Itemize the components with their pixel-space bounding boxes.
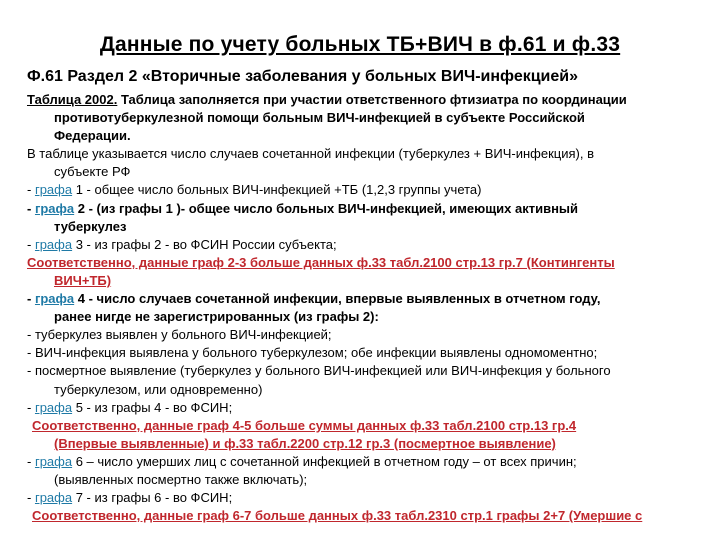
table-intro-text: Таблица заполняется при участии ответственного фтизиатра по координации	[117, 92, 627, 107]
table-number: Таблица 2002.	[27, 92, 118, 107]
graph-2-cont: туберкулез	[54, 218, 127, 234]
graph-4-link[interactable]: графа	[34, 291, 75, 307]
bullet-dash: -	[27, 399, 35, 415]
graph-6-cont: (выявленных посмертно также включать);	[54, 471, 308, 487]
graph-4-text: 4 - число случаев сочетанной инфекции, впервые выявленных в отчетном году,	[74, 291, 601, 307]
detection-item: - посмертное выявление (туберкулез у больного ВИЧ-инфекцией или ВИЧ-инфекция у больного	[27, 363, 611, 379]
correspondence-note-1: Соответственно, данные граф 2-3 больше данных ф.33 табл.2100 стр.13 гр.7 (Контингенты	[27, 254, 615, 270]
table-intro-line	[27, 91, 717, 109]
graph-1-text: 1 - общее число больных ВИЧ-инфекцией +ТБ (1,2,3 группы учета)	[72, 182, 482, 198]
graph-1-link[interactable]: графа	[34, 182, 73, 198]
graph-7-line	[27, 489, 717, 507]
page-title: Данные по учету больных ТБ+ВИЧ в ф.61 и ф.33	[99, 33, 621, 56]
paragraph-line: В таблице указывается число случаев сочетанной инфекции (туберкулез + ВИЧ-инфекция), в	[27, 146, 594, 162]
graph-3-link[interactable]: графа	[34, 236, 73, 252]
graph-2-text: 2 - (из графы 1 )- общее число больных ВИЧ-инфекцией, имеющих активный	[74, 200, 579, 216]
bullet-dash: -	[27, 236, 35, 252]
detection-item: - туберкулез выявлен у больного ВИЧ-инфекцией;	[27, 327, 332, 343]
graph-6-text: 6 – число умерших лиц с сочетанной инфекцией в отчетном году – от всех причин;	[72, 453, 577, 469]
graph-5-link[interactable]: графа	[34, 399, 73, 415]
graph-5-text: 5 - из графы 4 - во ФСИН;	[72, 399, 233, 415]
document-body	[27, 91, 717, 525]
table-intro-cont: противотуберкулезной помощи больным ВИЧ-инфекцией в субъекте Российской	[54, 110, 585, 126]
graph-4-cont: ранее нигде не зарегистрированных (из графы 2):	[54, 309, 379, 325]
graph-2-link[interactable]: графа	[34, 200, 75, 216]
correspondence-note-2-cont: (Впервые выявленные) и ф.33 табл.2200 стр.12 гр.3 (посмертное выявление)	[54, 435, 556, 451]
paragraph-line: субъекте РФ	[54, 164, 131, 180]
table-intro-cont: Федерации.	[54, 128, 131, 144]
correspondence-note-3: Соответственно, данные граф 6-7 больше данных ф.33 табл.2310 стр.1 графы 2+7 (Умершие с	[32, 508, 643, 524]
section-subtitle: Ф.61 Раздел 2 «Вторичные заболевания у больных ВИЧ-инфекцией»	[27, 68, 579, 85]
graph-6-line	[27, 453, 717, 471]
bullet-dash: -	[27, 182, 35, 198]
graph-6-link[interactable]: графа	[34, 453, 73, 469]
graph-7-link[interactable]: графа	[34, 490, 73, 506]
bullet-dash: -	[27, 490, 35, 506]
graph-3-line	[27, 236, 717, 254]
detection-item: - ВИЧ-инфекция выявлена у больного туберкулезом; обе инфекции выявлены одномоментно;	[27, 345, 598, 361]
graph-5-line	[27, 399, 717, 417]
graph-7-text: 7 - из графы 6 - во ФСИН;	[72, 490, 233, 506]
detection-item-cont: туберкулезом, или одновременно)	[54, 381, 263, 397]
correspondence-note-2: Соответственно, данные граф 4-5 больше суммы данных ф.33 табл.2100 стр.13 гр.4	[32, 417, 577, 433]
correspondence-note-1-cont: ВИЧ+ТБ)	[54, 272, 112, 288]
graph-2-line	[27, 200, 717, 218]
bullet-dash: -	[27, 291, 35, 307]
graph-1-line	[27, 181, 717, 199]
bullet-dash: -	[27, 453, 35, 469]
graph-3-text: 3 - из графы 2 - во ФСИН России субъекта;	[72, 236, 337, 252]
graph-4-line	[27, 290, 717, 308]
bullet-dash: -	[27, 200, 35, 216]
